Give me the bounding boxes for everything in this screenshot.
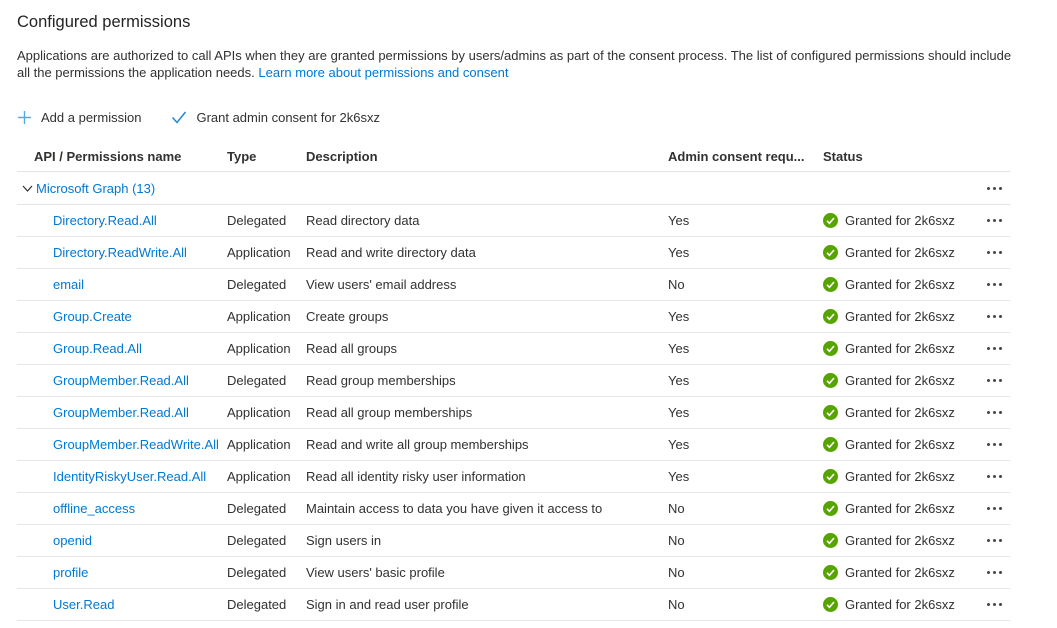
status-badge: [823, 245, 978, 260]
admin-consent-required-value: Yes: [668, 341, 690, 356]
permission-type: Application: [227, 245, 291, 260]
grant-admin-consent-button[interactable]: [171, 110, 380, 125]
permission-name-link[interactable]: openid: [53, 533, 93, 548]
row-menu-button[interactable]: [985, 215, 1004, 226]
description-text: Applications are authorized to call APIs when they are granted permissions by users/admins as part of the consent process. The list of configured permissions should include all the permissions the application needs.: [17, 48, 1012, 80]
add-permission-label: Add a permission: [41, 109, 142, 125]
permission-name-link[interactable]: email: [53, 277, 85, 292]
admin-consent-required-value: Yes: [668, 437, 690, 452]
permission-description: Read and write all group memberships: [306, 437, 529, 452]
column-header-status: Status: [823, 148, 863, 164]
page-title: Configured permissions: [17, 13, 191, 31]
permission-name-link[interactable]: User.Read: [53, 597, 115, 612]
permission-name-link[interactable]: GroupMember.ReadWrite.All: [53, 437, 219, 452]
granted-check-icon: [823, 213, 838, 228]
row-menu-button[interactable]: [985, 535, 1004, 546]
table-row: [17, 237, 1010, 269]
permission-description: Read all identity risky user information: [306, 469, 526, 484]
granted-check-icon: [823, 309, 838, 324]
admin-consent-required-value: No: [668, 277, 685, 292]
row-menu-button[interactable]: [985, 503, 1004, 514]
permission-name-link[interactable]: GroupMember.Read.All: [53, 373, 189, 388]
permission-type: Application: [227, 341, 291, 356]
row-menu-button[interactable]: [985, 599, 1004, 610]
row-menu-button[interactable]: [985, 311, 1004, 322]
status-badge: [823, 405, 978, 420]
status-text: Granted for 2k6sxz: [845, 213, 955, 228]
row-menu-button[interactable]: [985, 439, 1004, 450]
table-header: [17, 141, 1010, 172]
admin-consent-required-value: Yes: [668, 213, 690, 228]
permissions-table-body: [17, 205, 1010, 621]
table-row: [17, 269, 1010, 301]
row-menu-button[interactable]: [985, 375, 1004, 386]
permission-description: View users' email address: [306, 277, 457, 292]
command-bar: [17, 106, 1041, 128]
granted-check-icon: [823, 341, 838, 356]
column-header-api-permissions-name: API / Permissions name: [34, 148, 182, 164]
status-badge: [823, 437, 978, 452]
admin-consent-required-value: No: [668, 565, 685, 580]
group-menu-button[interactable]: [985, 183, 1004, 194]
permission-name-link[interactable]: Directory.Read.All: [53, 213, 157, 228]
status-text: Granted for 2k6sxz: [845, 245, 955, 260]
permission-name-link[interactable]: Directory.ReadWrite.All: [53, 245, 187, 260]
permission-type: Delegated: [227, 373, 287, 388]
status-text: Granted for 2k6sxz: [845, 597, 955, 612]
status-text: Granted for 2k6sxz: [845, 501, 955, 516]
permission-type: Delegated: [227, 277, 287, 292]
row-menu-button[interactable]: [985, 279, 1004, 290]
permission-type: Delegated: [227, 565, 287, 580]
status-text: Granted for 2k6sxz: [845, 341, 955, 356]
permission-description: Read all group memberships: [306, 405, 473, 420]
granted-check-icon: [823, 437, 838, 452]
status-text: Granted for 2k6sxz: [845, 437, 955, 452]
permission-type: Application: [227, 405, 291, 420]
admin-consent-required-value: Yes: [668, 373, 690, 388]
granted-check-icon: [823, 245, 838, 260]
granted-check-icon: [823, 533, 838, 548]
permission-name-link[interactable]: offline_access: [53, 501, 136, 516]
admin-consent-required-value: No: [668, 533, 685, 548]
plus-icon: [17, 110, 32, 125]
section-description: [17, 47, 1025, 81]
status-badge: [823, 501, 978, 516]
status-badge: [823, 597, 978, 612]
status-badge: [823, 341, 978, 356]
table-row: [17, 301, 1010, 333]
permission-description: Read all groups: [306, 341, 398, 356]
admin-consent-required-value: No: [668, 501, 685, 516]
table-row: [17, 525, 1010, 557]
granted-check-icon: [823, 405, 838, 420]
row-menu-button[interactable]: [985, 343, 1004, 354]
permission-description: View users' basic profile: [306, 565, 445, 580]
table-row: [17, 205, 1010, 237]
status-badge: [823, 373, 978, 388]
status-badge: [823, 309, 978, 324]
admin-consent-required-value: Yes: [668, 469, 690, 484]
status-badge: [823, 565, 978, 580]
learn-more-link[interactable]: Learn more about permissions and consent: [258, 65, 509, 80]
permission-description: Maintain access to data you have given it access to: [306, 501, 603, 516]
permission-name-link[interactable]: Group.Create: [53, 309, 132, 324]
permission-name-link[interactable]: Group.Read.All: [53, 341, 142, 356]
status-text: Granted for 2k6sxz: [845, 405, 955, 420]
status-text: Granted for 2k6sxz: [845, 533, 955, 548]
permission-description: Sign users in: [306, 533, 382, 548]
grant-admin-consent-label: Grant admin consent for 2k6sxz: [196, 109, 380, 125]
table-row: [17, 333, 1010, 365]
table-row: [17, 557, 1010, 589]
permission-description: Create groups: [306, 309, 389, 324]
granted-check-icon: [823, 565, 838, 580]
permission-description: Read and write directory data: [306, 245, 476, 260]
status-text: Granted for 2k6sxz: [845, 277, 955, 292]
column-header-description: Description: [306, 148, 378, 164]
permission-description: Sign in and read user profile: [306, 597, 469, 612]
table-row: [17, 493, 1010, 525]
admin-consent-required-value: Yes: [668, 309, 690, 324]
status-text: Granted for 2k6sxz: [845, 373, 955, 388]
row-menu-button[interactable]: [985, 407, 1004, 418]
row-menu-button[interactable]: [985, 471, 1004, 482]
status-badge: [823, 533, 978, 548]
column-header-admin-consent-required: Admin consent requ...: [668, 148, 805, 164]
chevron-down-icon[interactable]: [17, 185, 33, 192]
table-row: [17, 461, 1010, 493]
granted-check-icon: [823, 469, 838, 484]
permission-type: Delegated: [227, 597, 287, 612]
permission-type: Application: [227, 437, 291, 452]
status-badge: [823, 469, 978, 484]
permission-name-link[interactable]: GroupMember.Read.All: [53, 405, 189, 420]
granted-check-icon: [823, 597, 838, 612]
admin-consent-required-value: No: [668, 597, 685, 612]
permission-type: Application: [227, 469, 291, 484]
granted-check-icon: [823, 501, 838, 516]
granted-check-icon: [823, 277, 838, 292]
status-text: Granted for 2k6sxz: [845, 469, 955, 484]
table-row: [17, 589, 1010, 621]
granted-check-icon: [823, 373, 838, 388]
admin-consent-required-value: Yes: [668, 405, 690, 420]
permission-type: Delegated: [227, 501, 287, 516]
permission-type: Delegated: [227, 213, 287, 228]
permission-description: Read group memberships: [306, 373, 456, 388]
row-menu-button[interactable]: [985, 247, 1004, 258]
permissions-table: [17, 141, 1010, 621]
status-text: Granted for 2k6sxz: [845, 565, 955, 580]
permission-name-link[interactable]: IdentityRiskyUser.Read.All: [53, 469, 207, 484]
status-badge: [823, 213, 978, 228]
status-badge: [823, 277, 978, 292]
add-permission-button[interactable]: [17, 110, 141, 125]
status-text: Granted for 2k6sxz: [845, 309, 955, 324]
table-row: [17, 429, 1010, 461]
api-group-link[interactable]: Microsoft Graph (13): [36, 180, 156, 196]
column-header-type: Type: [227, 148, 257, 164]
row-menu-button[interactable]: [985, 567, 1004, 578]
api-group-row: [17, 172, 1010, 205]
permission-name-link[interactable]: profile: [53, 565, 89, 580]
permission-description: Read directory data: [306, 213, 420, 228]
permission-type: Delegated: [227, 533, 287, 548]
admin-consent-required-value: Yes: [668, 245, 690, 260]
table-row: [17, 397, 1010, 429]
check-icon: [171, 111, 187, 124]
permission-type: Application: [227, 309, 291, 324]
table-row: [17, 365, 1010, 397]
